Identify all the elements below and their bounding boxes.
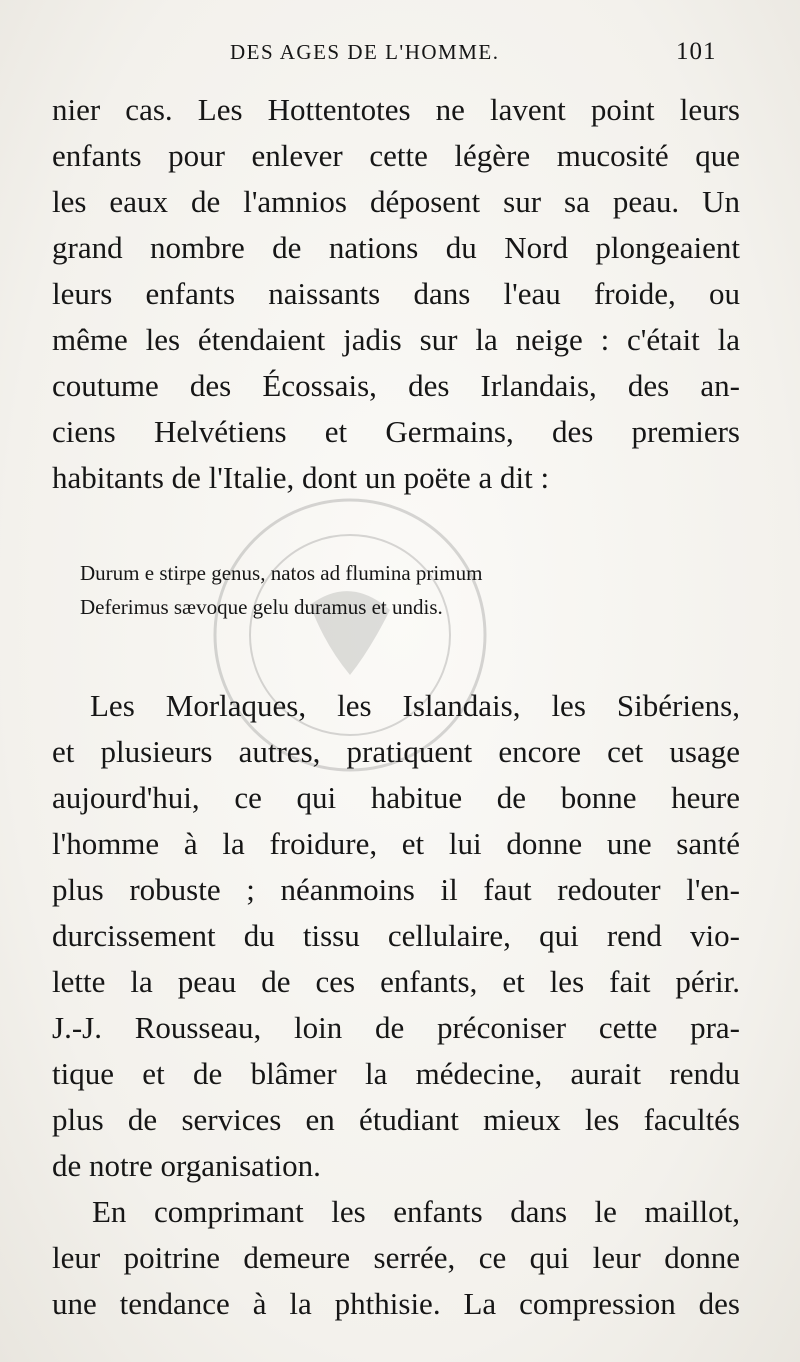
text-line: les eaux de l'amnios déposent sur sa peau. Un: [52, 184, 740, 219]
text-line: une tendance à la phthisie. La compression des: [52, 1286, 740, 1321]
text-line: l'homme à la froidure, et lui donne une santé: [52, 826, 740, 861]
text-line: plus robuste ; néanmoins il faut redouter l'en-: [52, 872, 740, 907]
text-line: nier cas. Les Hottentotes ne lavent point leurs: [52, 92, 740, 127]
text-line: habitants de l'Italie, dont un poëte a dit :: [52, 460, 550, 495]
text-line: lette la peau de ces enfants, et les fait périr.: [52, 964, 740, 999]
text-line: durcissement du tissu cellulaire, qui rend vio-: [52, 918, 740, 953]
text-line: plus de services en étudiant mieux les facultés: [52, 1102, 740, 1137]
text-line: tique et de blâmer la médecine, aurait rendu: [52, 1056, 740, 1091]
text-line: Les Morlaques, les Islandais, les Sibériens,: [90, 688, 740, 723]
text-line: leur poitrine demeure serrée, ce qui leur donne: [52, 1240, 740, 1275]
quotation-line: Deferimus sævoque gelu duramus et undis.: [80, 595, 443, 619]
text-line: aujourd'hui, ce qui habitue de bonne heure: [52, 780, 740, 815]
text-line: J.-J. Rousseau, loin de préconiser cette pra-: [52, 1010, 740, 1045]
text-line: leurs enfants naissants dans l'eau froide, ou: [52, 276, 740, 311]
page-number: 101: [676, 38, 717, 65]
running-head: DES AGES DE L'HOMME.: [230, 40, 500, 64]
text-line: et plusieurs autres, pratiquent encore cet usage: [52, 734, 740, 769]
text-line: En comprimant les enfants dans le maillot,: [92, 1194, 740, 1229]
text-line: de notre organisation.: [52, 1148, 321, 1183]
text-line: enfants pour enlever cette légère mucosité que: [52, 138, 740, 173]
text-line: coutume des Écossais, des Irlandais, des an-: [52, 368, 740, 403]
quotation-line: Durum e stirpe genus, natos ad flumina primum: [80, 561, 483, 585]
text-line: même les étendaient jadis sur la neige : c'était la: [52, 322, 740, 357]
text-line: ciens Helvétiens et Germains, des premiers: [52, 414, 740, 449]
text-line: grand nombre de nations du Nord plongeaient: [52, 230, 740, 265]
